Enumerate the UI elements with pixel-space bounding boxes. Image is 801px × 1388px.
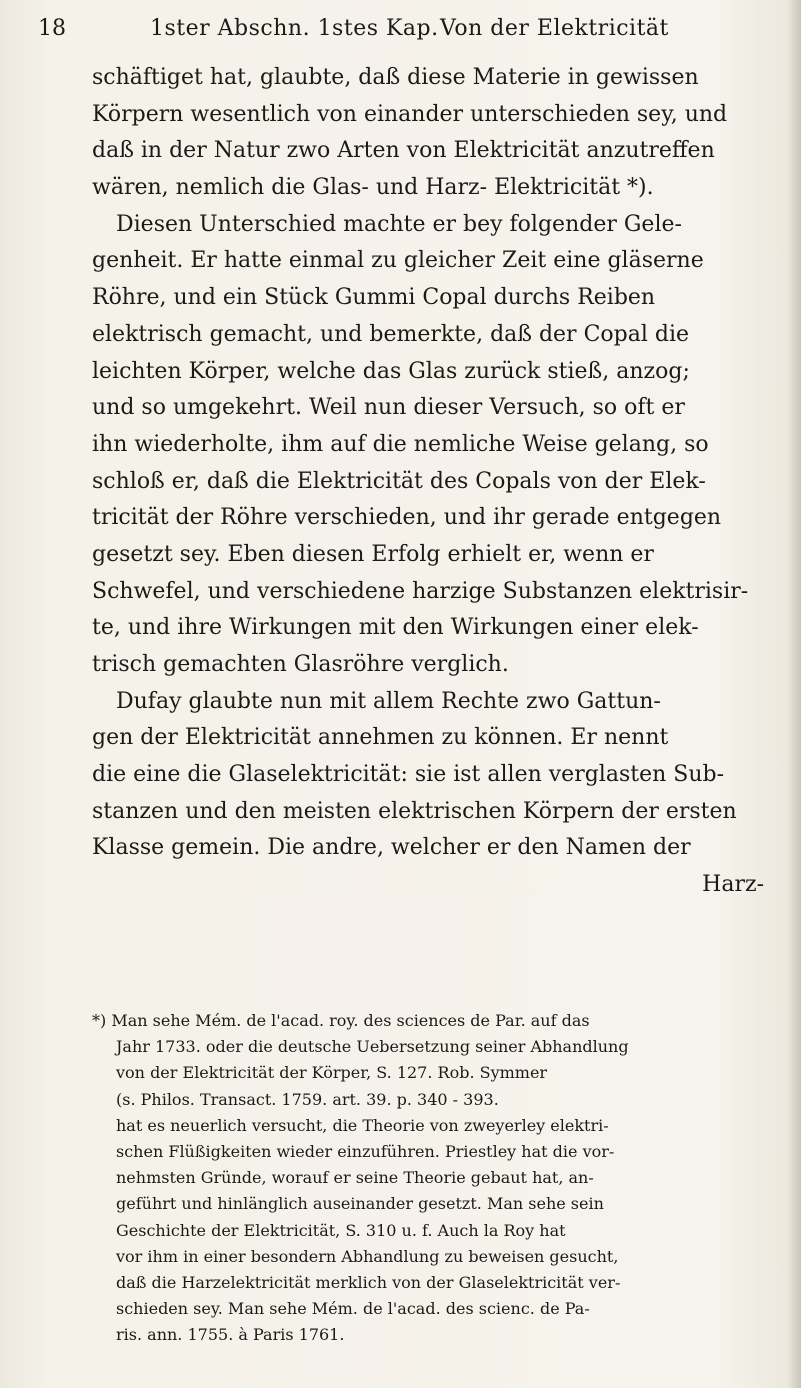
text-line: stanzen und den meisten elektrischen Körpern der ersten [92, 798, 737, 824]
text-line: schäftiget hat, glaubte, daß diese Materie in gewissen [92, 65, 699, 90]
footnote-line: daß die Harzelektricität merklich von der Glaselektricität ver- [116, 1272, 621, 1292]
text-line: ihn wiederholte, ihm auf die nemliche Weise gelang, so [92, 431, 709, 457]
footnote-line: von der Elektricität der Körper, S. 127. Rob. Symmer [116, 1063, 548, 1083]
footnote-line: Geschichte der Elektricität, S. 310 u. f. Auch la Roy hat [116, 1220, 566, 1240]
text-line: Dufay glaubte nun mit allem Rechte zwo Gattun- [116, 688, 661, 714]
footnote-line: *) Man sehe Mém. de l'acad. roy. des sciences de Par. auf das [92, 1011, 590, 1030]
text-line: genheit. Er hatte einmal zu gleicher Zeit eine gläserne [92, 248, 704, 274]
footnote-line: schieden sey. Man sehe Mém. de l'acad. des scienc. de Pa- [116, 1299, 590, 1319]
text-line: Röhre, und ein Stück Gummi Copal durchs Reiben [92, 285, 656, 311]
main-text [92, 60, 774, 904]
text-line: die eine die Glaselektricität: sie ist allen verglasten Sub- [92, 762, 725, 788]
text-line: gen der Elektricität annehmen zu können. Er nennt [92, 725, 669, 751]
text-line: Körpern wesentlich von einander unterschieden sey, und [92, 101, 728, 127]
text-line: elektrisch gemacht, und bemerkte, daß der Copal die [92, 321, 690, 347]
text-line: tricität der Röhre verschieden, und ihr gerade entgegen [92, 505, 722, 531]
running-header [30, 10, 770, 50]
text-line: trisch gemachten Glasröhre verglich. [92, 652, 509, 677]
text-line: Schwefel, und verschiedene harzige Substanzen elektrisir- [92, 578, 749, 604]
text-line: daß in der Natur zwo Arten von Elektricität anzutreffen [92, 138, 715, 164]
text-line: wären, nemlich die Glas- und Harz- Elektricität *). [92, 175, 654, 201]
catchword: Harz- [702, 872, 764, 898]
text-line: te, und ihre Wirkungen mit den Wirkungen einer elek- [92, 615, 699, 641]
footnote-line: ris. ann. 1755. à Paris 1761. [116, 1325, 345, 1345]
text-line: Klasse gemein. Die andre, welcher er den Namen der [92, 835, 691, 861]
footnote-line: hat es neuerlich versucht, die Theorie von zweyerley elektri- [116, 1115, 609, 1135]
text-line: gesetzt sey. Eben diesen Erfolg erhielt er, wenn er [92, 541, 654, 567]
footnote [92, 1008, 774, 1348]
footnote-line: vor ihm in einer besondern Abhandlung zu beweisen gesucht, [116, 1246, 619, 1266]
text-line: schloß er, daß die Elektricität des Copals von der Elek- [92, 468, 706, 494]
text-line: und so umgekehrt. Weil nun dieser Versuch, so oft er [92, 395, 685, 421]
text-line: Diesen Unterschied machte er bey folgender Gele- [116, 211, 682, 237]
chapter-heading: 1ster Abschn. 1stes Kap. [150, 16, 439, 41]
page-number: 18 [38, 16, 66, 41]
footnote-line: Jahr 1733. oder die deutsche Uebersetzung seiner Abhandlung [116, 1037, 629, 1057]
footnote-line: geführt und hinlänglich auseinander gesetzt. Man sehe sein [116, 1194, 604, 1214]
text-line: leichten Körper, welche das Glas zurück stieß, anzog; [92, 358, 690, 384]
footnote-line: (s. Philos. Transact. 1759. art. 39. p. 340 - 393. [116, 1089, 499, 1109]
footnote-line: schen Flüßigkeiten wieder einzuführen. Priestley hat die vor- [116, 1141, 615, 1161]
page-edge-shadow [787, 0, 801, 1388]
footnote-line: nehmsten Gründe, worauf er seine Theorie gebaut hat, an- [116, 1168, 594, 1188]
running-title: Von der Elektricität [440, 16, 669, 41]
